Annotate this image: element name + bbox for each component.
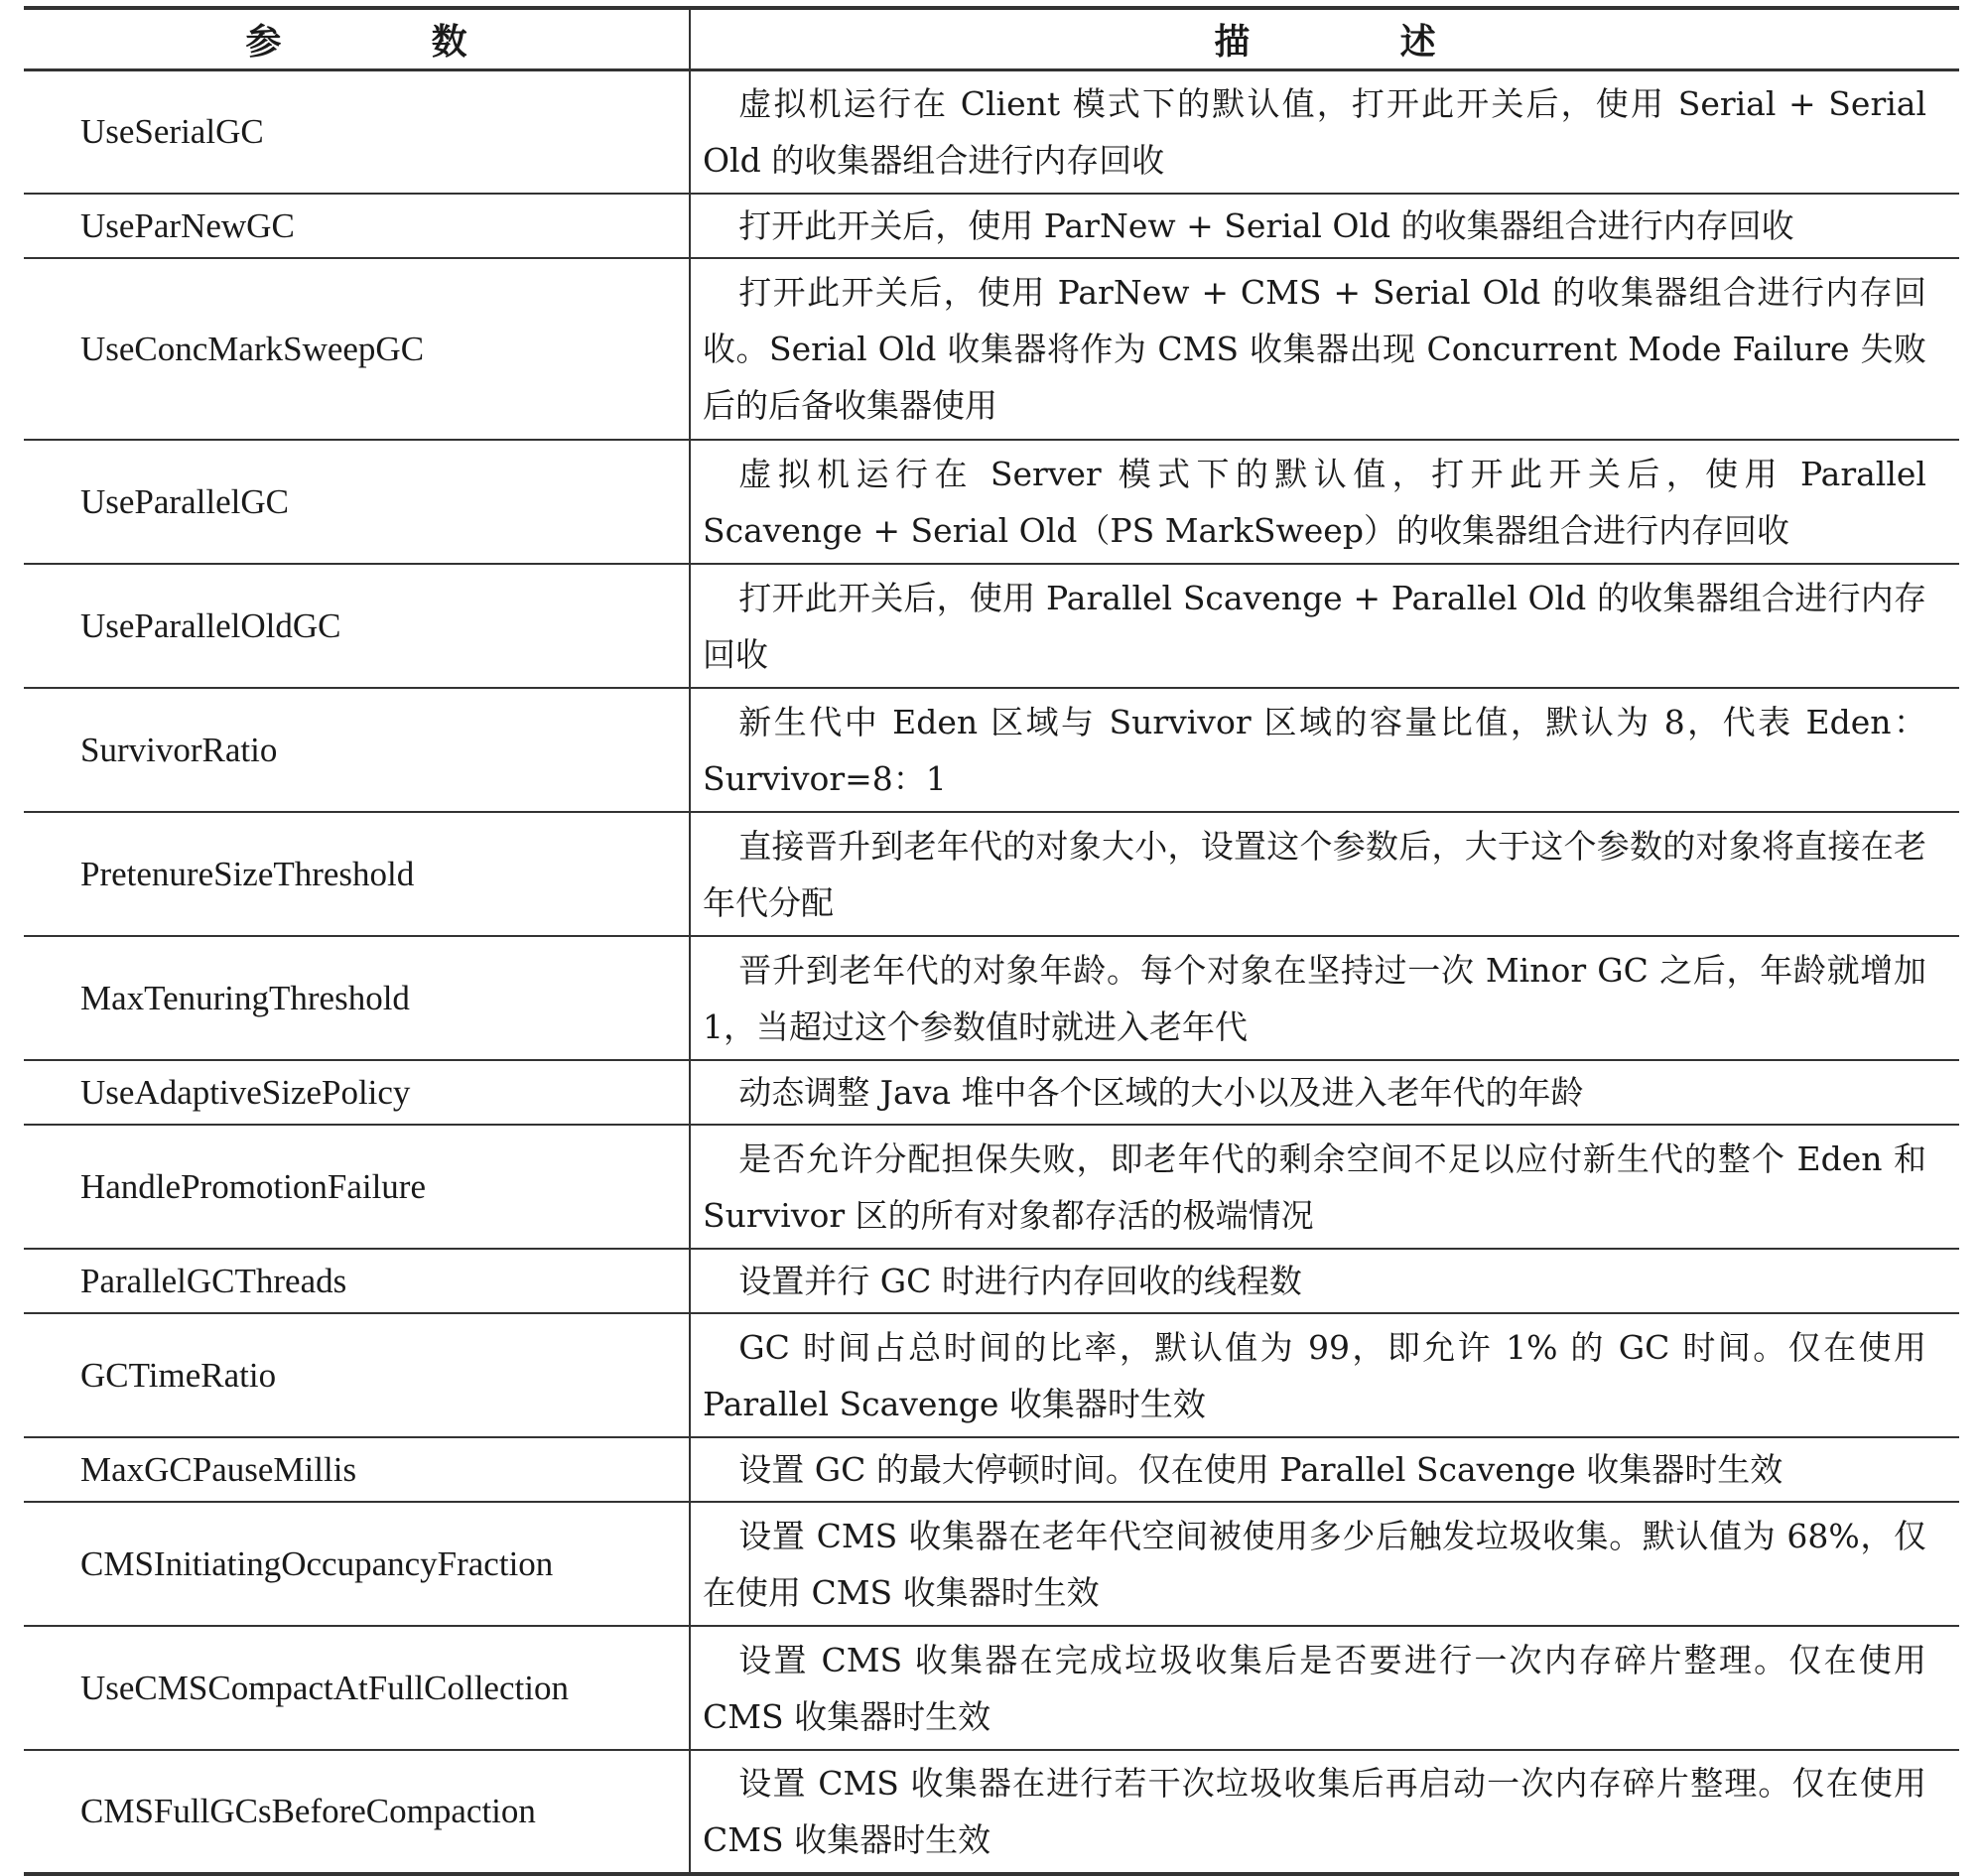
table-row bbox=[24, 936, 1959, 1060]
desc-column-header: 描 述 bbox=[690, 8, 1959, 69]
param-name: UseParallelGC bbox=[24, 440, 690, 564]
table-row bbox=[24, 69, 1959, 194]
table-row bbox=[24, 1750, 1959, 1874]
param-name: UseParNewGC bbox=[24, 194, 690, 258]
table-row bbox=[24, 1437, 1959, 1502]
param-description: 新生代中 Eden 区域与 Survivor 区域的容量比值，默认为 8，代表 Eden：Survivor=8：1 bbox=[690, 688, 1959, 812]
table-row bbox=[24, 1249, 1959, 1313]
param-column-header: 参 数 bbox=[24, 8, 690, 69]
table-row bbox=[24, 688, 1959, 812]
param-description: 设置 CMS 收集器在完成垃圾收集后是否要进行一次内存碎片整理。仅在使用 CMS 收集器时生效 bbox=[690, 1626, 1959, 1750]
param-name: PretenureSizeThreshold bbox=[24, 812, 690, 936]
param-name: UseAdaptiveSizePolicy bbox=[24, 1060, 690, 1125]
table-row bbox=[24, 194, 1959, 258]
param-name: MaxGCPauseMillis bbox=[24, 1437, 690, 1502]
param-description: 动态调整 Java 堆中各个区域的大小以及进入老年代的年龄 bbox=[690, 1060, 1959, 1125]
param-description: 设置 CMS 收集器在老年代空间被使用多少后触发垃圾收集。默认值为 68%，仅在使用 CMS 收集器时生效 bbox=[690, 1502, 1959, 1626]
param-description: 打开此开关后，使用 Parallel Scavenge + Parallel Old 的收集器组合进行内存回收 bbox=[690, 564, 1959, 688]
table-row bbox=[24, 1626, 1959, 1750]
param-description: 设置并行 GC 时进行内存回收的线程数 bbox=[690, 1249, 1959, 1313]
param-name: UseConcMarkSweepGC bbox=[24, 258, 690, 440]
table-row bbox=[24, 812, 1959, 936]
param-description: GC 时间占总时间的比率，默认值为 99，即允许 1% 的 GC 时间。仅在使用 Parallel Scavenge 收集器时生效 bbox=[690, 1313, 1959, 1437]
param-name: MaxTenuringThreshold bbox=[24, 936, 690, 1060]
gc-parameters-table bbox=[24, 6, 1959, 1876]
param-name: CMSInitiatingOccupancyFraction bbox=[24, 1502, 690, 1626]
param-name: SurvivorRatio bbox=[24, 688, 690, 812]
param-description: 打开此开关后，使用 ParNew + Serial Old 的收集器组合进行内存回收 bbox=[690, 194, 1959, 258]
param-description: 晋升到老年代的对象年龄。每个对象在坚持过一次 Minor GC 之后，年龄就增加 1，当超过这个参数值时就进入老年代 bbox=[690, 936, 1959, 1060]
table-header-row bbox=[24, 8, 1959, 69]
table-row bbox=[24, 1060, 1959, 1125]
param-description: 设置 GC 的最大停顿时间。仅在使用 Parallel Scavenge 收集器时生效 bbox=[690, 1437, 1959, 1502]
table-row bbox=[24, 1125, 1959, 1249]
table-row bbox=[24, 258, 1959, 440]
param-name: HandlePromotionFailure bbox=[24, 1125, 690, 1249]
table-row bbox=[24, 1502, 1959, 1626]
param-description: 虚拟机运行在 Client 模式下的默认值，打开此开关后，使用 Serial + Serial Old 的收集器组合进行内存回收 bbox=[690, 69, 1959, 194]
param-description: 虚拟机运行在 Server 模式下的默认值，打开此开关后，使用 Parallel Scavenge + Serial Old（PS MarkSweep）的收集器组合进行内存回收 bbox=[690, 440, 1959, 564]
param-name: UseParallelOldGC bbox=[24, 564, 690, 688]
param-name: CMSFullGCsBeforeCompaction bbox=[24, 1750, 690, 1874]
param-name: UseCMSCompactAtFullCollection bbox=[24, 1626, 690, 1750]
param-description: 设置 CMS 收集器在进行若干次垃圾收集后再启动一次内存碎片整理。仅在使用 CMS 收集器时生效 bbox=[690, 1750, 1959, 1874]
table-row bbox=[24, 1313, 1959, 1437]
param-name: GCTimeRatio bbox=[24, 1313, 690, 1437]
table-row bbox=[24, 440, 1959, 564]
param-description: 直接晋升到老年代的对象大小，设置这个参数后，大于这个参数的对象将直接在老年代分配 bbox=[690, 812, 1959, 936]
param-description: 打开此开关后，使用 ParNew + CMS + Serial Old 的收集器组合进行内存回收。Serial Old 收集器将作为 CMS 收集器出现 Concurrent Mode Failure 失败后的后备收集器使用 bbox=[690, 258, 1959, 440]
param-description: 是否允许分配担保失败，即老年代的剩余空间不足以应付新生代的整个 Eden 和 Survivor 区的所有对象都存活的极端情况 bbox=[690, 1125, 1959, 1249]
param-name: ParallelGCThreads bbox=[24, 1249, 690, 1313]
param-name: UseSerialGC bbox=[24, 69, 690, 194]
table-row bbox=[24, 564, 1959, 688]
